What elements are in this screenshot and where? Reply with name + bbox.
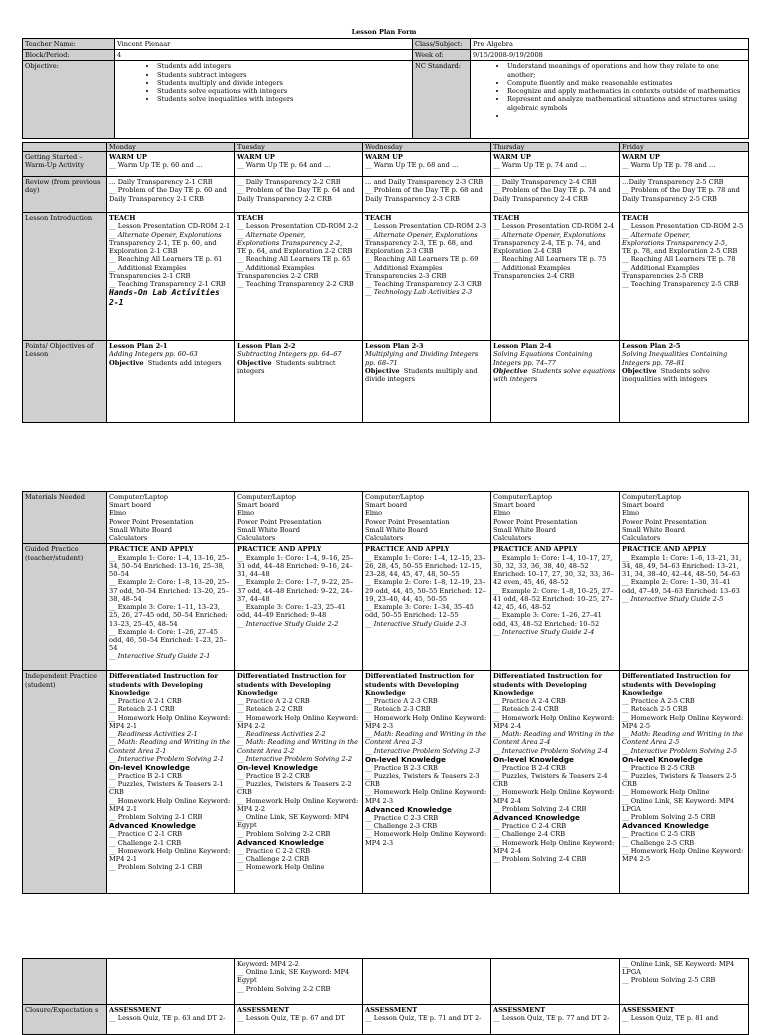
teach-cell: TEACH __ Lesson Presentation CD-ROM 2-5 __ Alternate Opener, Explorations Transparency 2-5, TE p. 78, and Exploration 2-5 CRB __ Reaching All Learners TE p. 78 __ Additional Examples Transparencies 2-5 CRB __ Teaching Transparency 2-5 CRB [620,213,749,341]
objective-item: • Students solve inequalities with integers [157,95,410,103]
objective-item: • Students solve equations with integers [157,87,410,95]
independent-cell: Differentiated Instruction for students with Developing Knowledge __ Practice A 2-3 CRB __ Reteach 2-3 CRB __ Homework Help Online Keyword: MP4 2-3 __ Math: Reading and Writing in the Content Area 2-3 __ Interactive Problem Solving 2-3 On-level Knowledge __ Practice B 2-3 CRB __ Puzzles, Twisters & Teasers 2-3 CRB __ Homework Help Online Keyword: MP4 2-3 Advanced Knowledge __ Practice C 2-3 CRB __ Challenge 2-3 CRB __ Homework Help Online Keyword: MP4 2-3 [363,671,491,894]
row-label-guided: Guided Practice (teacher/student) [23,544,107,671]
standard-item: • Represent and analyze mathematical situations and structures using algebraic symbols [507,95,746,111]
continued-cell: Keyword: MP4 2-2 __ Online Link, SE Keyword: MP4 Egypt __ Problem Solving 2-2 CRB [235,959,363,1005]
standard-item: • Compute fluently and make reasonable estimates [507,79,746,87]
materials-cell: Computer/Laptop Smart board Elmo Power Point Presentation Small White Board Calculators [363,492,491,544]
continued-cell [107,959,235,1005]
row-label-review: Review (from previous day) [23,177,107,213]
header-table [22,38,749,139]
schedule-table-page3 [22,958,749,1035]
row-label-materials: Materials Needed [23,492,107,544]
guided-cell: PRACTICE AND APPLY __ Example 1: Core: 1–4, 13–16, 25–34, 50–54 Enriched: 13–16, 25–38, 50–54 __ Example 2: Core: 1–8, 13–20, 25–37 odd, 50–54 Enriched: 13–20, 25–38, 48–54 __ Example 3: Core: 1–11, 13–23, 25, 26, 27–45 odd, 50–54 Enriched: 13–23, 25–45, 48–54 __ Example 4: Core: 1–26, 27–45 odd, 46, 50–54 Enriched: 1–23, 25–54 __ Interactive Study Guide 2-1 [107,544,235,671]
closure-cell: ASSESSMENT __ Lesson Quiz, TE p. 71 and DT 2- [363,1005,491,1035]
review-cell: … and Daily Transparency 2-3 CRB __ Problem of the Day TE p. 68 and Daily Transparency 2-3 CRB [363,177,491,213]
standard-item: • Understand meanings of operations and how they relate to one another; [507,62,746,78]
warmup-cell: WARM UP __ Warm Up TE p. 68 and … [363,152,491,177]
closure-cell: ASSESSMENT __ Lesson Quiz, TE p. 77 and DT 2- [491,1005,620,1035]
day-header: Tuesday [235,143,363,152]
block-period: 4 [115,50,413,61]
objective-item: • Students subtract integers [157,71,410,79]
materials-cell: Computer/Laptop Smart board Elmo Power Point Presentation Small White Board Calculators [107,492,235,544]
independent-cell: Differentiated Instruction for students with Developing Knowledge __ Practice A 2-5 CRB __ Reteach 2-5 CRB __ Homework Help Online Keyword: MP4 2-5 __ Math: Reading and Writing in the Content Area 2-5 __ Interactive Problem Solving 2-5 On-level Knowledge __ Practice B 2-5 CRB __ Puzzles, Twisters & Teasers 2-5 CRB __ Homework Help Online __ Online Link, SE Keyword: MP4 LPGA __ Problem Solving 2-5 CRB Advanced Knowledge __ Practice C 2-5 CRB __ Challenge 2-5 CRB __ Homework Help Online Keyword: MP4 2-5 [620,671,749,894]
review-cell: …Daily Transparency 2-5 CRB __ Problem of the Day TE p. 78 and Daily Transparency 2-5 CRB [620,177,749,213]
guided-cell: PRACTICE AND APPLY __ Example 1: Core: 1–4, 12–15, 23–26, 28, 45, 50–55 Enriched: 12–15, 23–28, 44, 45, 47, 48, 50–55 __ Example 2: Core: 1–8, 12–19, 23–29 odd, 44, 45, 50–55 Enriched: 12–19, 23–40, 44, 45, 50–55 __ Example 3: Core: 1–34, 35–45 odd, 50–55 Enriched: 12–55 __ Interactive Study Guide 2-3 [363,544,491,671]
guided-cell: PRACTICE AND APPLY __ Example 1: Core: 1–6, 13–21, 31, 34, 48, 49, 54–63 Enriched: 13–21, 31, 34, 38–40, 42–44, 48–50, 54–63 __ Example 2: Core: 1–30, 31–41 odd, 47–49, 54–63 Enriched: 13–63 __ Interactive Study Guide 2-5 [620,544,749,671]
row-label-closure: Closure/Expectation s [23,1005,107,1035]
lesson-plan-cell: Lesson Plan 2-1 Adding Integers pp. 60–63 Objective Students add integers [107,341,235,423]
teach-cell: TEACH __ Lesson Presentation CD-ROM 2-2 __ Alternate Opener, Explorations Transparency 2-2, TE p. 64, and Exploration 2-2 CRB __ Reaching All Learners TE p. 65 __ Additional Examples Transparencies 2-2 CRB __ Teaching Transparency 2-2 CRB [235,213,363,341]
day-header: Thursday [491,143,620,152]
closure-cell: ASSESSMENT __ Lesson Quiz, TE p. 63 and DT 2- [107,1005,235,1035]
schedule-table [22,142,749,423]
row-label-independent: Independent Practice (student) [23,671,107,894]
teach-cell: TEACH __ Lesson Presentation CD-ROM 2-1 __ Alternate Opener, Explorations Transparency 2-1, TE p. 60, and Exploration 2-1 CRB __ Reaching All Learners TE p. 61 __ Additional Examples Transparencies 2-1 CRB __ Teaching Transparency 2-1 CRB Hands-On Lab Activities 2-1 [107,213,235,341]
standards-list [471,61,749,139]
materials-cell: Computer/Laptop Smart board Elmo Power Point Presentation Small White Board Calculators [491,492,620,544]
continued-cell [491,959,620,1005]
objective-label: Objective: [23,61,115,139]
guided-cell: PRACTICE AND APPLY __ Example 1: Core: 1–4, 10–17, 27, 30, 32, 33, 36, 38, 40, 48–52 Enriched: 10–17, 27, 30, 32, 33, 36–42 even, 45, 46, 48–52 __ Example 2: Core: 1–8, 10–25, 27–41 odd, 48–52 Enriched: 10–25, 27–42, 45, 46, 48–52 __ Example 3: Core: 1–26, 27–41 odd, 43, 48–52 Enriched: 10–52 __ Interactive Study Guide 2-4 [491,544,620,671]
page-title: Lesson Plan Form [351,28,417,36]
teach-cell: TEACH __ Lesson Presentation CD-ROM 2-4 __ Alternate Opener, Explorations Transparency 2-4, TE p. 74, and Exploration 2-4 CRB __ Reaching All Learners TE p. 75 __ Additional Examples Transparencies 2-4 CRB [491,213,620,341]
class-subject: Pre Algebra [471,39,749,50]
row-label-warmup: Getting Started – Warm-Up Activity [23,152,107,177]
day-header: Friday [620,143,749,152]
schedule-table-continued [22,491,749,894]
materials-cell: Computer/Laptop Smart board Elmo Power Point Presentation Small White Board Calculators [235,492,363,544]
objective-item: • Students add integers [157,62,410,70]
materials-cell: Computer/Laptop Smart board Elmo Power Point Presentation Small White Board Calculators [620,492,749,544]
week-of: 9/15/2008-9/19/2008 [471,50,749,61]
objective-item: • Students multiply and divide integers [157,79,410,87]
day-header: Monday [107,143,235,152]
objective-list [115,61,413,139]
nc-label: NC Standard: [413,61,471,139]
lesson-plan-cell: Lesson Plan 2-3 Multiplying and Dividing Integers pp. 68–71 Objective Students multiply and divide integers [363,341,491,423]
warmup-cell: WARM UP __ Warm Up TE p. 64 and … [235,152,363,177]
standard-item [507,112,746,120]
class-label: Class/Subject: [413,39,471,50]
teacher-label: Teacher Name: [23,39,115,50]
review-cell: … Daily Transparency 2-1 CRB __ Problem of the Day TE p. 60 and Daily Transparency 2-1 CRB [107,177,235,213]
warmup-cell: WARM UP __ Warm Up TE p. 60 and … [107,152,235,177]
independent-cell: Differentiated Instruction for students with Developing Knowledge __ Practice A 2-4 CRB __ Reteach 2-4 CRB __ Homework Help Online Keyword: MP4 2-4 __ Math: Reading and Writing in the Content Area 2-4 __ Interactive Problem Solving 2-4 On-level Knowledge __ Practice B 2-4 CRB __ Puzzles, Twisters & Teasers 2-4 CRB __ Homework Help Online Keyword: MP4 2-4 __ Problem Solving 2-4 CRB Advanced Knowledge __ Practice C 2-4 CRB __ Challenge 2-4 CRB __ Homework Help Online Keyword: MP4 2-4 __ Problem Solving 2-4 CRB [491,671,620,894]
lesson-plan-cell: Lesson Plan 2-2 Subtracting Integers pp. 64–67 Objective Students subtract integers [235,341,363,423]
closure-cell: ASSESSMENT __ Lesson Quiz, TE p. 67 and DT [235,1005,363,1035]
lesson-plan-cell: Lesson Plan 2-4 Solving Equations Containing Integers pp. 74–77 Objective Students solve equations with integers [491,341,620,423]
row-label-continued [23,959,107,1005]
independent-cell: Differentiated Instruction for students with Developing Knowledge __ Practice A 2-2 CRB __ Reteach 2-2 CRB __ Homework Help Online Keyword: MP4 2-2 __ Readiness Activities 2-2 __ Math: Reading and Writing in the Content Area 2-2 __ Interactive Problem Solving 2-2 On-level Knowledge __ Practice B 2-2 CRB __ Puzzles, Twisters & Teasers 2-2 CRB __ Homework Help Online Keyword: MP4 2-2 __ Online Link, SE Keyword: MP4 Egypt __ Problem Solving 2-2 CRB Advanced Knowledge __ Practice C 2-2 CRB __ Challenge 2-2 CRB __ Homework Help Online [235,671,363,894]
block-label: Block/Period: [23,50,115,61]
lesson-plan-cell: Lesson Plan 2-5 Solving Inequalities Containing Integers pp. 78–81 Objective Students solve inequalities with integers [620,341,749,423]
independent-cell: Differentiated Instruction for students with Developing Knowledge __ Practice A 2-1 CRB __ Reteach 2-1 CRB __ Homework Help Online Keyword: MP4 2-1 __ Readiness Activities 2-1 __ Math: Reading and Writing in the Content Area 2-1 __ Interactive Problem Solving 2-1 On-level Knowledge __ Practice B 2-1 CRB __ Puzzles, Twisters & Teasers 2-1 CRB __ Homework Help Online Keyword: MP4 2-1 __ Problem Solving 2-1 CRB Advanced Knowledge __ Practice C 2-1 CRB __ Challenge 2-1 CRB __ Homework Help Online Keyword: MP4 2-1 __ Problem Solving 2-1 CRB [107,671,235,894]
row-label-points: Points/ Objectives of Lesson [23,341,107,423]
teacher-name: Vincent Pienaar [115,39,413,50]
warmup-cell: WARM UP __ Warm Up TE p. 74 and … [491,152,620,177]
review-cell: __ Daily Transparency 2-2 CRB __ Problem of the Day TE p. 64 and Daily Transparency 2-2 CRB [235,177,363,213]
week-label: Week of: [413,50,471,61]
teach-cell: TEACH __ Lesson Presentation CD-ROM 2-3 __ Alternate Opener, Explorations Transparency 2-3, TE p. 68, and Exploration 2-3 CRB __ Reaching All Learners TE p. 69 __ Additional Examples Transparencies 2-3 CRB __ Teaching Transparency 2-3 CRB __ Technology Lab Activities 2-3 [363,213,491,341]
closure-cell: ASSESSMENT __ Lesson Quiz, TE p. 81 and [620,1005,749,1035]
review-cell: __ Daily Transparency 2-4 CRB __ Problem of the Day TE p. 74 and Daily Transparency 2-4 CRB [491,177,620,213]
continued-cell [363,959,491,1005]
continued-cell: __ Online Link, SE Keyword: MP4 LPGA __ Problem Solving 2-5 CRB [620,959,749,1005]
warmup-cell: WARM UP __ Warm Up TE p. 78 and … [620,152,749,177]
standard-item: • Recognize and apply mathematics in contexts outside of mathematics [507,87,746,95]
row-label-intro: Lesson Introduction [23,213,107,341]
guided-cell: PRACTICE AND APPLY __ Example 1: Core: 1–4, 9–16, 25–31 odd, 44–48 Enriched: 9–16, 24–31, 44–48 __ Example 2: Core: 1–7, 9–22, 25–37 odd, 44–48 Enriched: 9–22, 24–37, 44–48 __ Example 3: Core: 1–23, 25–41 odd, 44–49 Enriched: 9–48 __ Interactive Study Guide 2-2 [235,544,363,671]
day-header: Wednesday [363,143,491,152]
